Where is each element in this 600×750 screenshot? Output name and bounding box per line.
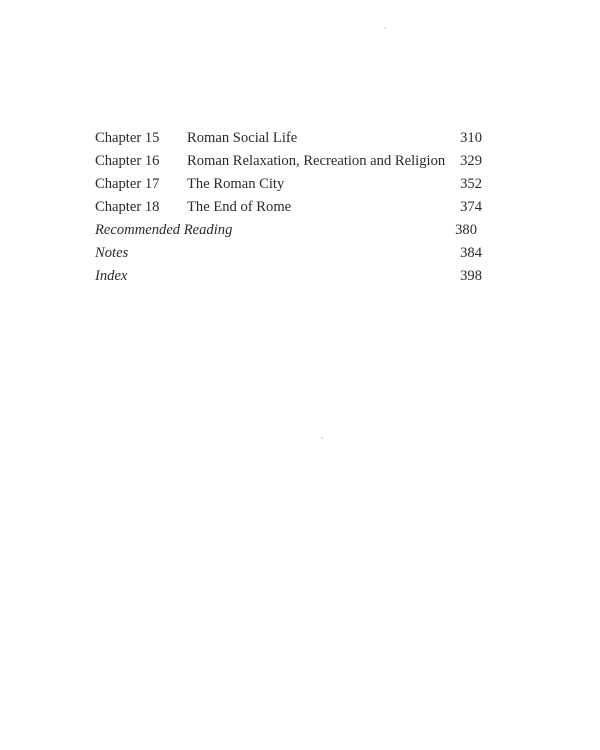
chapter-title: Roman Relaxation, Recreation and Religion: [187, 153, 446, 169]
chapter-number: Chapter 18: [95, 199, 160, 215]
scan-speck: [384, 27, 386, 29]
toc-row-chapter-15[interactable]: [95, 128, 485, 151]
chapter-number: Chapter 17: [95, 176, 160, 192]
toc-row-chapter-16[interactable]: [95, 151, 485, 174]
chapter-number: Chapter 16: [95, 153, 160, 169]
chapter-title: Roman Social Life: [187, 130, 298, 146]
page-number: 384: [460, 245, 482, 261]
page-number: 398: [460, 268, 482, 284]
scan-speck: [321, 437, 323, 439]
table-of-contents: [95, 128, 485, 289]
toc-row-recommended-reading[interactable]: [95, 220, 485, 243]
chapter-title: The End of Rome: [187, 199, 292, 215]
page-number: 329: [460, 153, 482, 169]
page-number: 310: [460, 130, 482, 146]
toc-row-notes[interactable]: [95, 243, 485, 266]
page-number: 374: [460, 199, 482, 215]
section-title: Notes: [95, 245, 129, 261]
chapter-number: Chapter 15: [95, 130, 160, 146]
toc-row-chapter-17[interactable]: [95, 174, 485, 197]
section-title: Recommended Reading: [95, 222, 233, 238]
toc-row-index[interactable]: [95, 266, 485, 289]
chapter-title: The Roman City: [187, 176, 285, 192]
page-number: 352: [460, 176, 482, 192]
section-title: Index: [95, 268, 128, 284]
page-number: 380: [455, 222, 477, 238]
toc-row-chapter-18[interactable]: [95, 197, 485, 220]
